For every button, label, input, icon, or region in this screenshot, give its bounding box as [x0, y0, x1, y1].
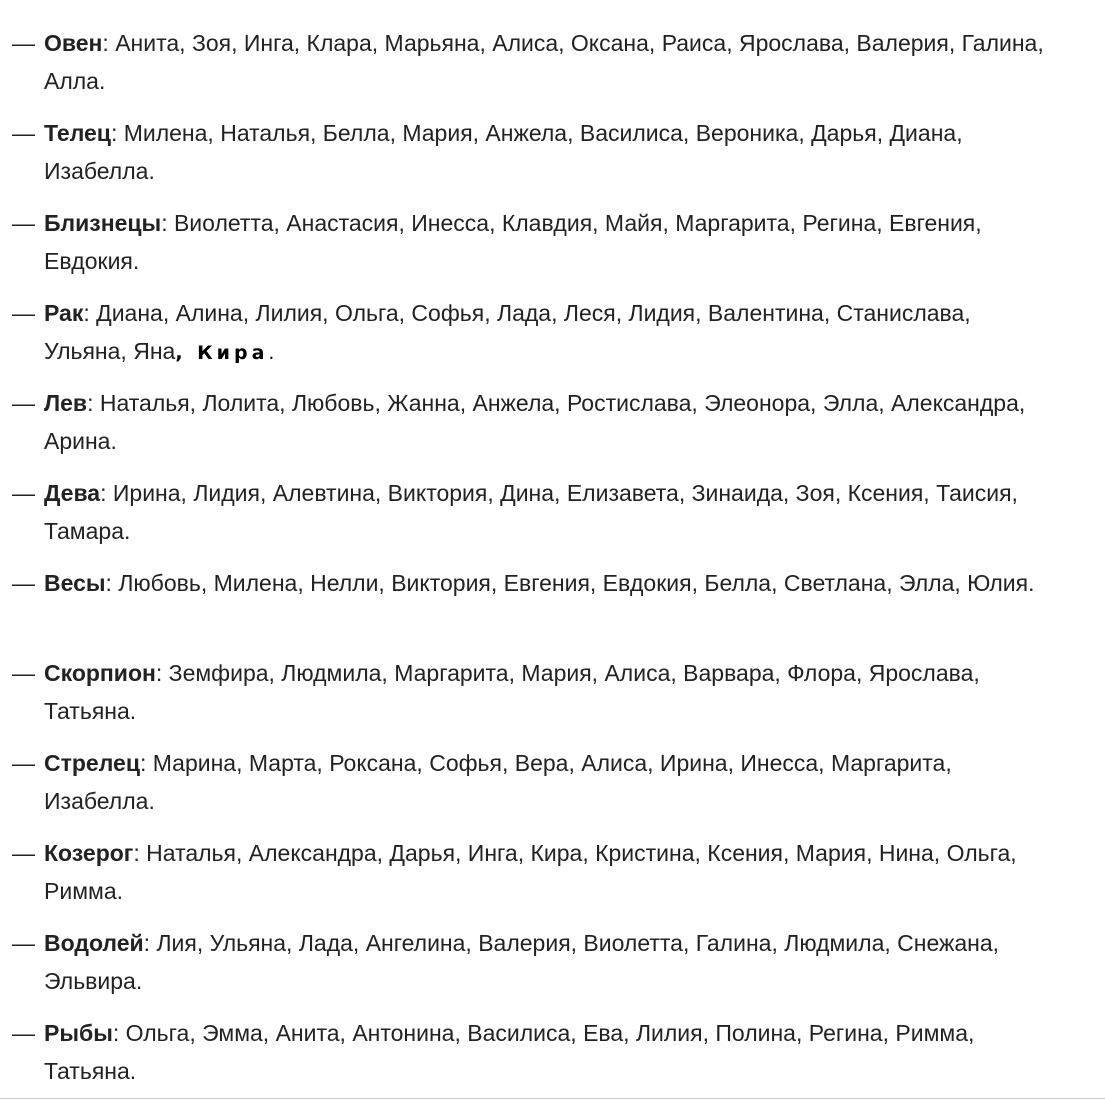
added-name: , Кира	[175, 342, 269, 364]
separator: :	[133, 840, 140, 866]
sign-label: Козерог	[44, 840, 134, 866]
dash-marker: —	[12, 660, 35, 686]
dash-marker: —	[12, 30, 35, 56]
separator: :	[161, 210, 168, 236]
sign-label: Стрелец	[44, 750, 140, 776]
separator: :	[105, 570, 112, 596]
names-text: Ирина, Лидия, Алевтина, Виктория, Дина, Елизавета, Зинаида, Зоя, Ксения, Таисия, Тамара.	[44, 480, 1018, 544]
list-item-leo	[12, 384, 1105, 460]
sign-label: Рыбы	[44, 1020, 113, 1046]
list-item-sagittarius	[12, 744, 1105, 820]
dash-marker: —	[12, 930, 35, 956]
sign-label: Лев	[44, 390, 88, 416]
list-item-libra	[12, 564, 1105, 640]
names-text: Любовь, Милена, Нелли, Виктория, Евгения, Евдокия, Белла, Светлана, Элла, Юлия.	[111, 570, 1035, 596]
dash-marker: —	[12, 750, 35, 776]
separator: :	[87, 390, 94, 416]
separator: :	[100, 480, 107, 506]
names-text: Ольга, Эмма, Анита, Антонина, Василиса, Ева, Лилия, Полина, Регина, Римма, Татьяна.	[44, 1020, 975, 1084]
names-text: Лия, Ульяна, Лада, Ангелина, Валерия, Виолетта, Галина, Людмила, Снежана, Эльвира.	[44, 930, 1000, 994]
list-item-aquarius	[12, 924, 1105, 1000]
separator: :	[110, 120, 118, 146]
list-item-pisces	[12, 1014, 1105, 1090]
names-text: Наталья, Александра, Дарья, Инга, Кира, Кристина, Ксения, Мария, Нина, Ольга, Римма.	[44, 840, 1017, 904]
sign-label: Овен	[44, 30, 103, 56]
names-text: Виолетта, Анастасия, Инесса, Клавдия, Майя, Маргарита, Регина, Евгения, Евдокия.	[44, 210, 982, 274]
list-item-taurus	[12, 114, 1105, 190]
list-item-aries	[12, 24, 1105, 100]
sign-label: Рак	[44, 300, 84, 326]
dash-marker: —	[12, 480, 35, 506]
sign-label: Скорпион	[44, 660, 156, 686]
dash-marker: —	[12, 300, 35, 326]
names-text: Марина, Марта, Роксана, Софья, Вера, Алиса, Ирина, Инесса, Маргарита, Изабелла.	[44, 750, 952, 814]
separator: :	[139, 750, 147, 776]
dash-marker: —	[12, 210, 35, 236]
names-text: Анита, Зоя, Инга, Клара, Марьяна, Алиса, Оксана, Раиса, Ярослава, Валерия, Галина, Алла.	[44, 30, 1044, 94]
zodiac-names-list	[0, 24, 1105, 1090]
sign-label: Телец	[44, 120, 111, 146]
dash-marker: —	[12, 1020, 35, 1046]
dash-marker: —	[12, 570, 35, 596]
names-text: Земфира, Людмила, Маргарита, Мария, Алиса, Варвара, Флора, Ярослава, Татьяна.	[44, 660, 980, 724]
separator: :	[155, 660, 163, 686]
list-item-cancer	[12, 294, 1105, 370]
list-item-virgo	[12, 474, 1105, 550]
sign-label: Весы	[44, 570, 106, 596]
added-name-period: .	[268, 342, 275, 364]
separator: :	[102, 30, 109, 56]
sign-label: Близнецы	[44, 210, 162, 236]
list-item-capricorn	[12, 834, 1105, 910]
dash-marker: —	[12, 120, 35, 146]
dash-marker: —	[12, 390, 35, 416]
sign-label: Дева	[44, 480, 101, 506]
list-item-gemini	[12, 204, 1105, 280]
names-text: Милена, Наталья, Белла, Мария, Анжела, Василиса, Вероника, Дарья, Диана, Изабелла.	[44, 120, 963, 184]
separator: :	[143, 930, 151, 956]
sign-label: Водолей	[44, 930, 144, 956]
separator: :	[83, 300, 90, 326]
bottom-divider	[0, 1098, 1105, 1099]
separator: :	[112, 1020, 120, 1046]
names-text: Наталья, Лолита, Любовь, Жанна, Анжела, Ростислава, Элеонора, Элла, Александра, Арина.	[44, 390, 1026, 454]
added-name-text	[175, 342, 274, 364]
list-item-scorpio	[12, 654, 1105, 730]
dash-marker: —	[12, 840, 35, 866]
names-text: Диана, Алина, Лилия, Ольга, Софья, Лада, Леся, Лидия, Валентина, Станислава, Ульяна, Яна	[44, 300, 971, 364]
